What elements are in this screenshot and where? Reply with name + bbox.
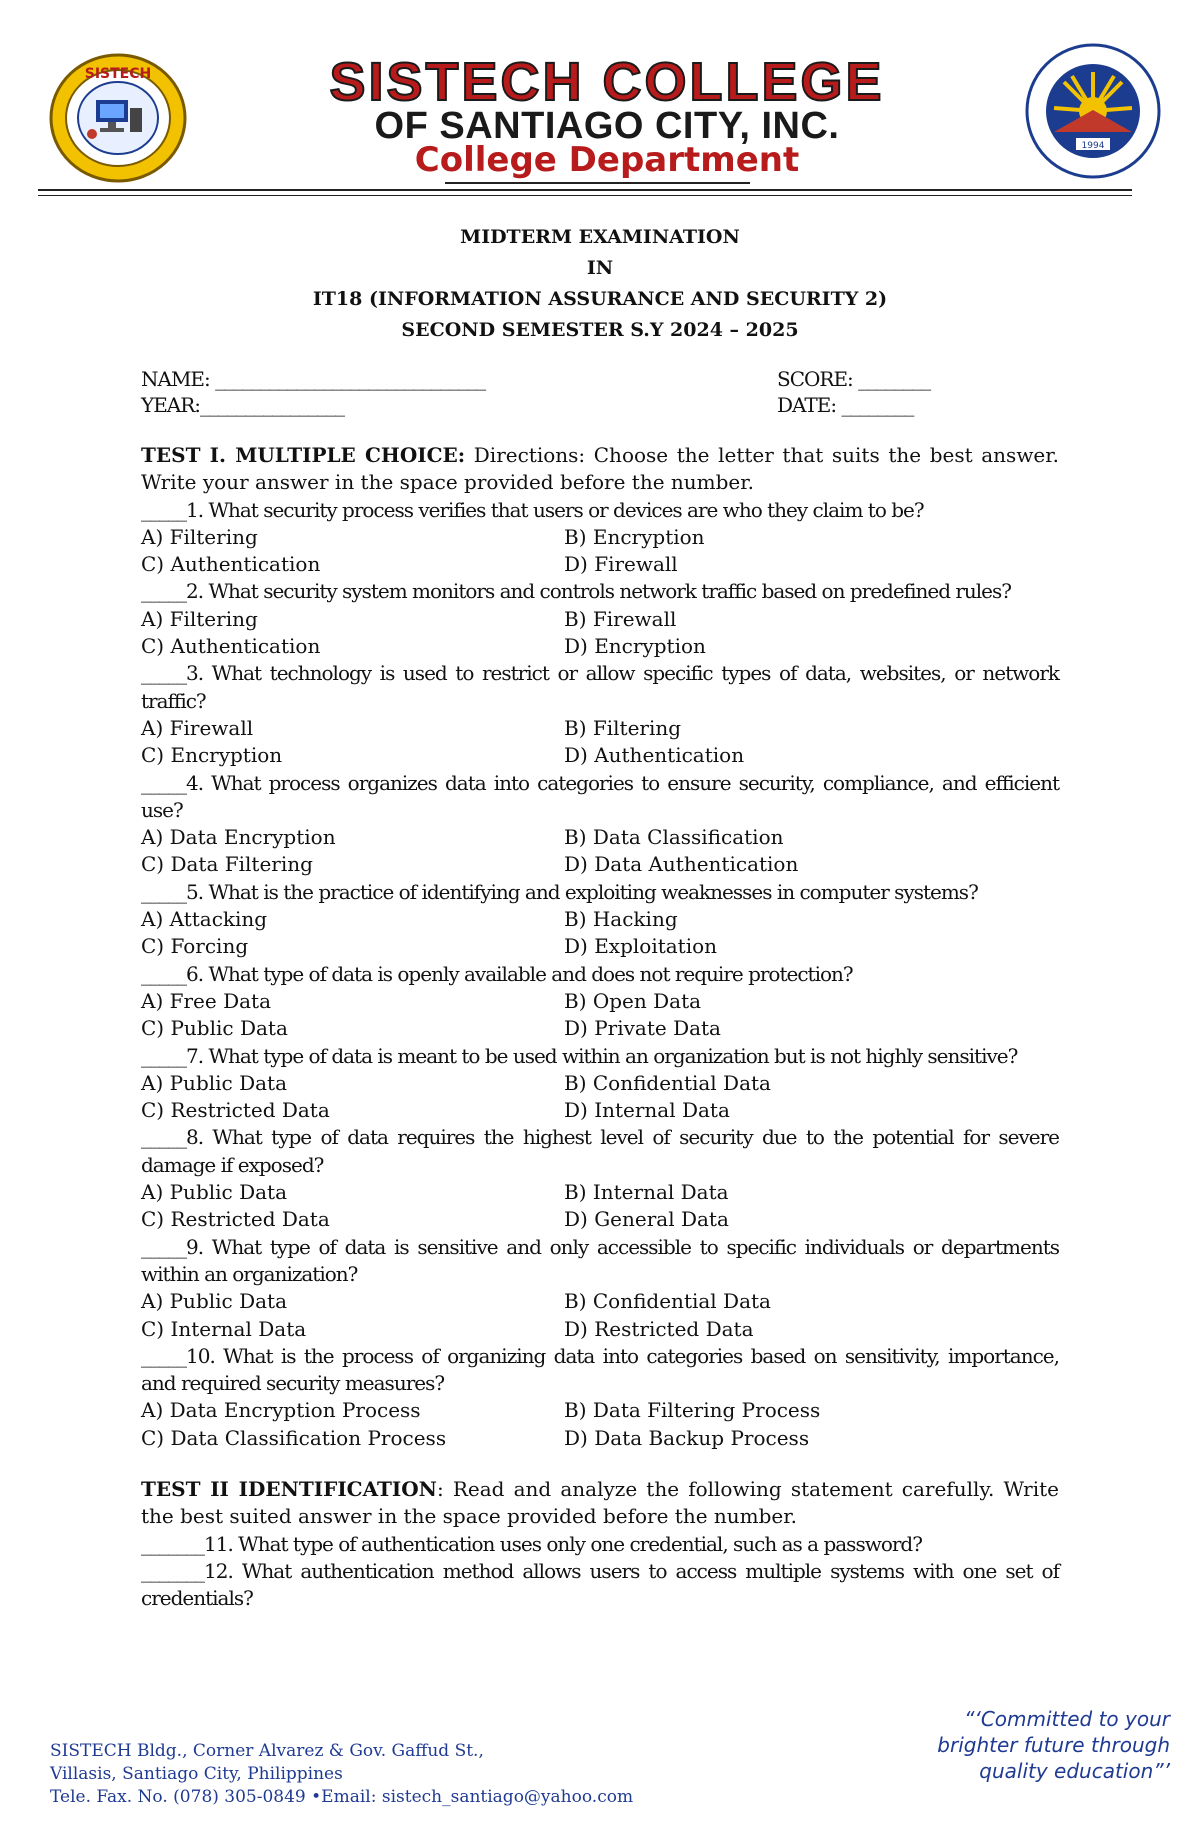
contact-line: Tele. Fax. No. (078) 305-0849 •Email: sistech_santiago@yahoo.com bbox=[50, 1787, 634, 1807]
motto-line-1: “‘Committed to your bbox=[964, 1707, 1170, 1731]
svg-text:SISTECH: SISTECH bbox=[84, 66, 152, 82]
choice-row bbox=[141, 1097, 1059, 1124]
choice-option-b: B) Data Classification bbox=[564, 825, 784, 850]
choice-option-b: B) Encryption bbox=[564, 524, 705, 549]
choice-row bbox=[141, 1015, 1059, 1042]
question-item bbox=[141, 497, 1059, 579]
choice-row bbox=[141, 1288, 1059, 1315]
choice-row bbox=[141, 551, 1059, 578]
question-item bbox=[141, 961, 1059, 1043]
choice-option-b: B) Internal Data bbox=[564, 1180, 729, 1205]
choice-option-b: B) Open Data bbox=[564, 988, 702, 1013]
choice-option-c: C) Authentication bbox=[141, 552, 321, 577]
choice-row bbox=[141, 906, 1059, 933]
choice-option-d: D) Private Data bbox=[564, 1016, 721, 1041]
choice-option-d: D) Restricted Data bbox=[564, 1316, 754, 1341]
question-text[interactable]: _____4. What process organizes data into categories to ensure security, compliance, and efficient use? bbox=[141, 770, 1059, 822]
year-field[interactable]: YEAR:________________ bbox=[141, 393, 345, 417]
choice-row bbox=[141, 988, 1059, 1015]
choice-option-d: D) Authentication bbox=[564, 743, 745, 768]
question-item bbox=[141, 770, 1059, 879]
choice-option-d: D) Data Backup Process bbox=[564, 1425, 810, 1450]
choice-option-c: C) Data Filtering bbox=[141, 852, 313, 877]
choice-option-b: B) Confidential Data bbox=[564, 1289, 771, 1314]
choice-option-c: C) Authentication bbox=[141, 634, 321, 659]
exam-title-in: IN bbox=[586, 257, 614, 279]
multiple-choice-list bbox=[141, 497, 1059, 1452]
choice-option-a: A) Data Encryption Process bbox=[141, 1398, 421, 1423]
question-item bbox=[141, 879, 1059, 961]
choice-option-c: C) Encryption bbox=[141, 743, 283, 768]
header-rule-short bbox=[445, 182, 750, 184]
choice-row bbox=[141, 1179, 1059, 1206]
header-rule bbox=[38, 189, 1132, 191]
question-text[interactable]: _____6. What type of data is openly available and does not require protection? bbox=[141, 961, 853, 986]
question-text[interactable]: _____5. What is the practice of identifying and exploiting weaknesses in computer systems? bbox=[141, 879, 978, 904]
score-field[interactable]: SCORE: ________ bbox=[777, 367, 931, 391]
question-item bbox=[141, 1343, 1059, 1452]
exam-title: MIDTERM EXAMINATION bbox=[460, 226, 740, 248]
exam-course: IT18 (INFORMATION ASSURANCE AND SECURITY 2) bbox=[312, 288, 888, 310]
question-text[interactable]: _____2. What security system monitors and controls network traffic based on predefined rules? bbox=[141, 579, 1012, 604]
date-field[interactable]: DATE: ________ bbox=[777, 393, 914, 417]
college-subtitle: OF SANTIAGO CITY, INC. bbox=[374, 105, 840, 147]
test2-directions: : Read and analyze the following statement carefully. Write the best suited answer in the space provided before the number. bbox=[141, 1476, 1059, 1529]
choice-option-c: C) Data Classification Process bbox=[141, 1425, 447, 1450]
question-item bbox=[141, 1234, 1059, 1343]
question-item bbox=[141, 1124, 1059, 1233]
choice-row bbox=[141, 824, 1059, 851]
test2-header bbox=[141, 1476, 1059, 1531]
exam-body bbox=[141, 222, 1059, 1612]
test1-directions: Directions: Choose the letter that suits the best answer. Write your answer in the space provided before the number. bbox=[141, 443, 1059, 495]
choice-option-c: C) Forcing bbox=[141, 934, 249, 959]
test1-header bbox=[141, 442, 1059, 497]
choice-row bbox=[141, 1070, 1059, 1097]
svg-text:1994: 1994 bbox=[1081, 141, 1105, 151]
choice-row bbox=[141, 1316, 1059, 1343]
choice-option-a: A) Data Encryption bbox=[141, 825, 336, 850]
test1-heading: TEST I. MULTIPLE CHOICE: bbox=[141, 443, 466, 467]
choice-row bbox=[141, 524, 1059, 551]
question-text[interactable]: _____7. What type of data is meant to be used within an organization but is not highly sensitive? bbox=[141, 1043, 1018, 1068]
choice-option-c: C) Restricted Data bbox=[141, 1207, 330, 1232]
letterhead bbox=[0, 0, 1200, 200]
motto-line-3: quality education”’ bbox=[979, 1759, 1170, 1783]
choice-option-a: A) Public Data bbox=[141, 1289, 288, 1314]
choice-option-b: B) Firewall bbox=[564, 606, 677, 631]
motto-line-2: brighter future through bbox=[937, 1733, 1170, 1757]
choice-option-b: B) Hacking bbox=[564, 907, 678, 932]
address-line-1: SISTECH Bldg., Corner Alvarez & Gov. Gaffud St., bbox=[50, 1741, 484, 1761]
test2-heading: TEST II IDENTIFICATION bbox=[141, 1476, 437, 1501]
choice-row bbox=[141, 1397, 1059, 1424]
choice-option-a: A) Free Data bbox=[141, 988, 271, 1013]
choice-option-d: D) General Data bbox=[564, 1207, 729, 1232]
choice-row bbox=[141, 715, 1059, 742]
choice-option-b: B) Filtering bbox=[564, 715, 682, 740]
name-field[interactable]: NAME: ______________________________ bbox=[141, 367, 486, 391]
question-item bbox=[141, 1043, 1059, 1125]
choice-option-d: D) Internal Data bbox=[564, 1098, 730, 1123]
question-item bbox=[141, 660, 1059, 769]
question-text[interactable]: _____1. What security process verifies that users or devices are who they claim to be? bbox=[141, 497, 924, 522]
footer-address bbox=[50, 1740, 633, 1809]
choice-row bbox=[141, 606, 1059, 633]
choice-row bbox=[141, 851, 1059, 878]
choice-option-b: B) Confidential Data bbox=[564, 1070, 771, 1095]
footer-motto bbox=[880, 1706, 1170, 1784]
choice-option-d: D) Firewall bbox=[564, 552, 678, 577]
college-name: SISTECH COLLEGE bbox=[329, 52, 885, 112]
sistech-logo-icon bbox=[48, 52, 188, 184]
question-text[interactable]: _____8. What type of data requires the highest level of security due to the potential for severe damage if exposed? bbox=[141, 1125, 1059, 1177]
question-item bbox=[141, 578, 1059, 660]
choice-row bbox=[141, 633, 1059, 660]
college-department: College Department bbox=[414, 140, 800, 180]
exam-semester: SECOND SEMESTER S.Y 2024 – 2025 bbox=[401, 319, 799, 341]
choice-option-d: D) Data Authentication bbox=[564, 852, 799, 877]
choice-option-b: B) Data Filtering Process bbox=[564, 1398, 821, 1423]
choice-option-a: A) Filtering bbox=[141, 606, 258, 631]
choice-option-a: A) Public Data bbox=[141, 1070, 288, 1095]
choice-row bbox=[141, 742, 1059, 769]
choice-row bbox=[141, 933, 1059, 960]
choice-option-d: D) Encryption bbox=[564, 634, 706, 659]
header-rule-thin bbox=[38, 195, 1132, 196]
choice-option-c: C) Internal Data bbox=[141, 1316, 307, 1341]
question-text[interactable]: _____9. What type of data is sensitive and only accessible to specific individuals or departments within an organization? bbox=[141, 1234, 1059, 1286]
choice-option-d: D) Exploitation bbox=[564, 934, 718, 959]
choice-row bbox=[141, 1425, 1059, 1452]
ched-seal-icon bbox=[1024, 42, 1162, 180]
choice-option-c: C) Restricted Data bbox=[141, 1098, 330, 1123]
question-12[interactable]: _______12. What authentication method allows users to access multiple systems with one set of credentials? bbox=[141, 1558, 1059, 1611]
choice-option-a: A) Filtering bbox=[141, 524, 258, 549]
choice-row bbox=[141, 1206, 1059, 1233]
choice-option-a: A) Public Data bbox=[141, 1180, 288, 1205]
student-info bbox=[141, 366, 1059, 418]
choice-option-a: A) Attacking bbox=[141, 907, 268, 932]
question-text[interactable]: _____10. What is the process of organizing data into categories based on sensitivity, importance, and required security measures? bbox=[141, 1343, 1059, 1396]
question-text[interactable]: _____3. What technology is used to restrict or allow specific types of data, websites, or network traffic? bbox=[141, 661, 1059, 713]
question-11[interactable]: _______11. What type of authentication uses only one credential, such as a password? bbox=[141, 1531, 922, 1556]
choice-option-c: C) Public Data bbox=[141, 1016, 288, 1041]
address-line-2: Villasis, Santiago City, Philippines bbox=[50, 1764, 343, 1784]
choice-option-a: A) Firewall bbox=[141, 715, 254, 740]
